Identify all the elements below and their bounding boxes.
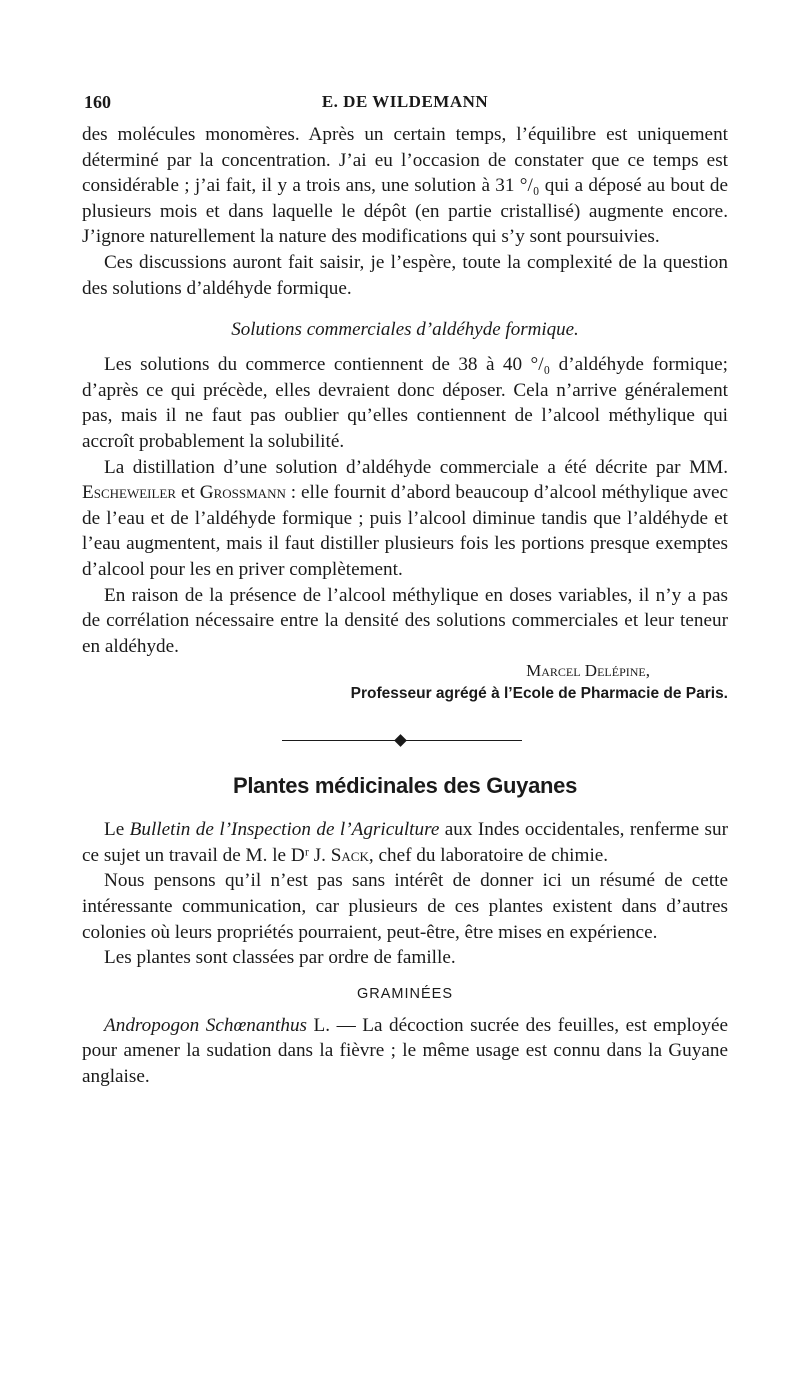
paragraph: En raison de la présence de l’alcool méthylique en doses variables, il n’y a pas de corrélation nécessaire entre la densité des solutions commerciales et leur teneur en aldéhyde.: [82, 584, 728, 657]
signature-name: Marcel Delépine,: [526, 661, 650, 681]
section-subtitle: Solutions commerciales d’aldéhyde formique.: [231, 319, 579, 341]
paragraph: [82, 455, 728, 583]
author-name: Grossmann: [199, 482, 286, 504]
paragraph-text: Le: [104, 819, 130, 841]
paragraph: Les plantes sont classées par ordre de famille.: [104, 947, 456, 969]
paragraph: [82, 1013, 728, 1090]
diamond-ornament-icon: [394, 734, 407, 747]
paragraph: Les solutions du commerce contiennent de 38 à 40 °/₀ d’aldéhyde formique; d’après ce qui précède, elles devraient donc déposer. Cela n’arrive généralement pas, mais il ne faut pas oublier qu’elles contiennent de l’alcool méthylique qui accroît probablement la solubilité.: [82, 354, 728, 452]
paragraph: Ces discussions auront fait saisir, je l’espère, toute la complexité de la question des solutions d’aldéhyde formique.: [82, 251, 728, 299]
paragraph-text: et: [176, 482, 200, 504]
document-page: [82, 92, 728, 1090]
paragraph-text: , chef du laboratoire de chimie.: [368, 844, 609, 866]
author-name: Sack: [330, 844, 369, 866]
page-number: 160: [84, 92, 111, 112]
paragraph-text: La distillation d’une solution d’aldéhyde commerciale a été décrite par MM.: [104, 456, 728, 478]
paragraph: [82, 817, 728, 868]
paragraph: Nous pensons qu’il n’est pas sans intérêt de donner ici un résumé de cette intéressante communication, car plusieurs de ces plantes existent dans d’autres colonies où leurs propriétés pourraient, peut-être, être mises en expérience.: [82, 870, 728, 943]
family-heading: GRAMINÉES: [356, 985, 453, 1002]
paragraph-text: : elle fournit d’abord beaucoup d’alcool méthylique avec de l’eau et de l’aldéhyde formique ; puis l’alcool diminue tandis que l’aldéhyde et l’eau augmentent, mais il faut distiller plusieurs fois les portions presque exemptes d’alcool pour les en priver complètement.: [82, 482, 728, 580]
section-divider: [82, 731, 728, 751]
author-name: Escheweiler: [82, 482, 177, 504]
article-title: Plantes médicinales des Guyanes: [232, 773, 578, 799]
signature-title: Professeur agrégé à l’Ecole de Pharmacie de Paris.: [350, 685, 728, 703]
paragraph-text: L. — La décoction sucrée des feuilles, est employée pour amener la sudation dans la fièvre ; le même usage est connu dans la Guyane anglaise.: [82, 1014, 728, 1088]
bulletin-title: Bulletin de l’Inspection de l’Agriculture: [129, 819, 440, 841]
running-head: [82, 92, 728, 122]
running-title: E. DE WILDEMANN: [321, 92, 489, 111]
paragraph-text: aux Indes occidentales, renferme sur ce sujet un travail de M. le Dʳ J.: [82, 819, 728, 866]
species-name: Andropogon Schœnanthus: [104, 1014, 308, 1036]
paragraph: des molécules monomères. Après un certain temps, l’équilibre est uniquement déterminé par la concentration. J’ai eu l’occasion de constater que ce temps est considérable ; j’ai fait, il y a trois ans, une solution à 31 °/₀ qui a déposé au bout de plusieurs mois et dans laquelle le dépôt (en partie cristallisé) augmente encore. J’ignore naturellement la nature des modifications qui s’y sont poursuivies.: [82, 124, 728, 248]
